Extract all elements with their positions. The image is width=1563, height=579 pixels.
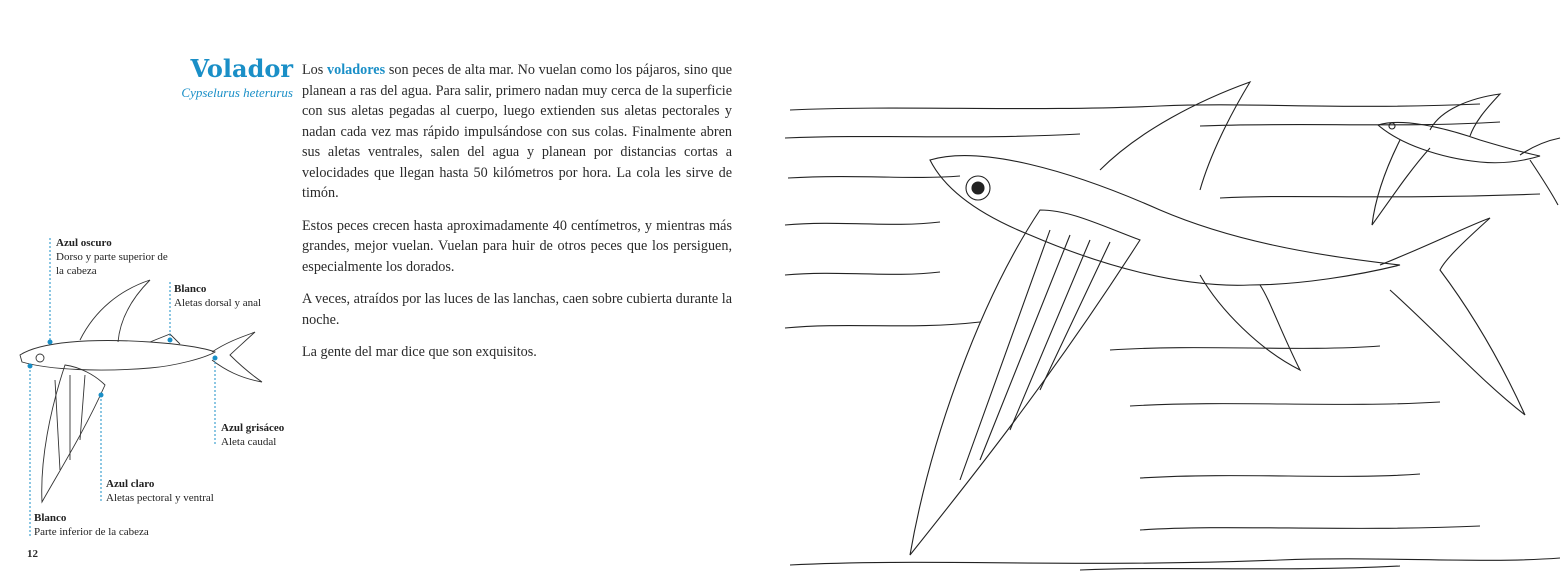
page-number: 12 xyxy=(27,548,38,560)
label-azul-oscuro: Azul oscuro Dorso y parte superior de la cabeza xyxy=(56,237,168,277)
label-azul-grisaceo: Azul grisáceo Aleta caudal xyxy=(221,422,285,448)
flying-fish-illustration xyxy=(780,60,1563,579)
scientific-name: Cypselurus heterurus xyxy=(181,85,293,100)
description-text xyxy=(302,60,732,375)
label-blanco-aletas: Blanco Aletas dorsal y anal xyxy=(174,283,262,309)
paragraph-3: A veces, atraídos por las luces de las lanchas, caen sobre cubierta durante la noche. xyxy=(302,291,732,328)
highlight-term: voladores xyxy=(327,62,386,78)
label-azul-claro: Azul claro Aletas pectoral y ventral xyxy=(106,478,214,504)
paragraph-2: Estos peces crecen hasta aproximadamente 40 centímetros, y mientras más grandes, mejor vuelan. Vuelan para huir de otros peces que los persiguen, especialmente los dorados. xyxy=(302,217,732,275)
species-heading xyxy=(181,55,293,101)
paragraph-1: Los voladores son peces de alta mar. No vuelan como los pájaros, sino que planean a ras del agua. Para salir, primero nadan muy cerca de la superficie con sus aletas pegadas al cuerpo, luego extienden sus aletas pectorales y nadan cada vez mas rápido impulsándose con sus colas. Finalmente abren sus aletas ventrales, salen del agua y planean por distancias cortas a velocidades que llegan hasta 50 kilómetros por hora. La cola les sirve de timón. xyxy=(302,62,733,201)
paragraph-4: La gente del mar dice que son exquisitos. xyxy=(302,344,537,360)
species-title: Volador xyxy=(190,54,293,83)
label-blanco-cabeza: Blanco Parte inferior de la cabeza xyxy=(34,512,149,538)
